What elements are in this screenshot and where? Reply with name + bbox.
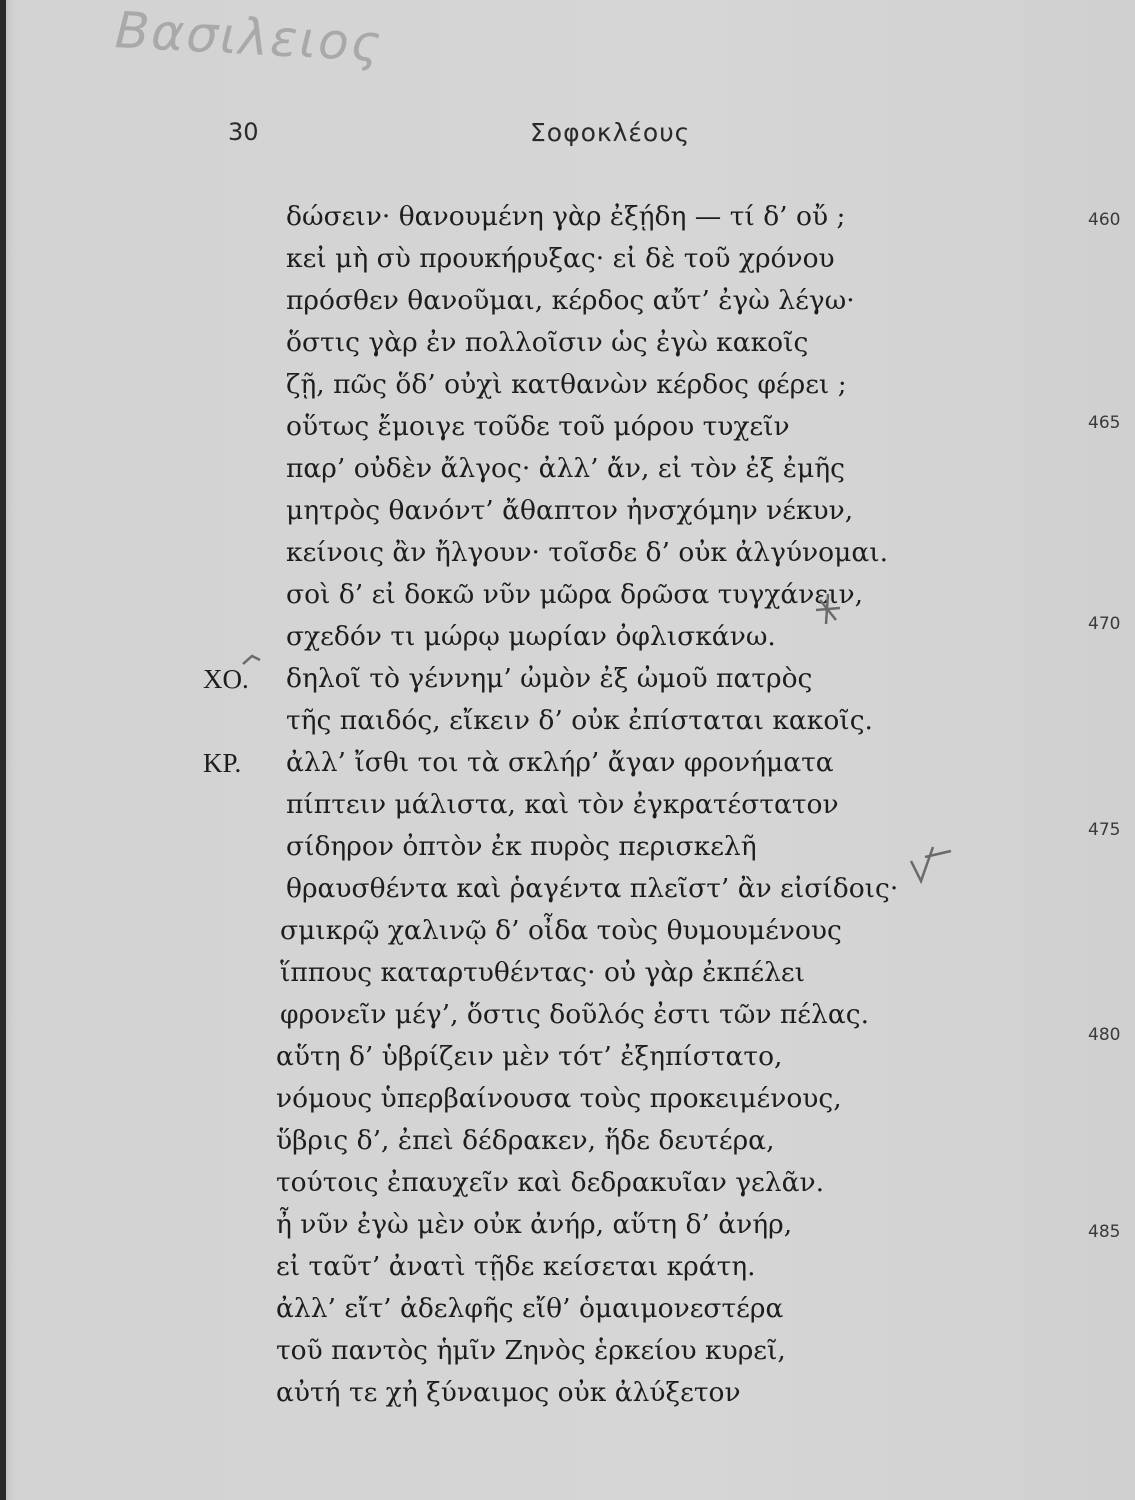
verse-line: αὐτή τε χἠ ξύναιμος οὐκ ἀλύξετον — [276, 1377, 741, 1408]
verse-line: σοὶ δ’ εἰ δοκῶ νῦν μῶρα δρῶσα τυγχάνειν, — [286, 579, 864, 610]
page-number: 30 — [228, 118, 259, 146]
line-number: 475 — [1088, 820, 1121, 840]
verse-line: ὕβρις δ’, ἐπεὶ δέδρακεν, ἥδε δευτέρα, — [276, 1125, 775, 1156]
verse-line: νόμους ὑπερβαίνουσα τοὺς προκειμένους, — [276, 1083, 842, 1114]
verse-line: δηλοῖ τὸ γέννημ’ ὠμὸν ἐξ ὠμοῦ πατρὸς — [286, 663, 813, 694]
line-number: 485 — [1088, 1222, 1121, 1242]
verse-line: σίδηρον ὀπτὸν ἐκ πυρὸς περισκελῆ — [286, 831, 757, 862]
verse-line: τοῦ παντὸς ἡμῖν Ζηνὸς ἑρκείου κυρεῖ, — [276, 1335, 786, 1366]
verse-line: τούτοις ἐπαυχεῖν καὶ δεδρακυῖαν γελᾶν. — [276, 1167, 825, 1198]
verse-line: ζῇ, πῶς ὅδ’ οὐχὶ κατθανὼν κέρδος φέρει ; — [286, 369, 847, 400]
verse-line: κείνοις ἂν ἤλγουν· τοῖσδε δ’ οὐκ ἀλγύνομαι. — [286, 537, 889, 568]
line-number: 460 — [1088, 210, 1121, 230]
book-spine-edge — [0, 0, 6, 1500]
pencil-mark-icon — [808, 590, 848, 630]
verse-line: κεἰ μὴ σὺ προυκήρυξας· εἰ δὲ τοῦ χρόνου — [286, 243, 835, 274]
verse-line: αὕτη δ’ ὑβρίζειν μὲν τότ’ ἐξηπίστατο, — [276, 1041, 783, 1072]
verse-line: ἵππους καταρτυθέντας· οὐ γὰρ ἐκπέλει — [280, 957, 806, 988]
speaker-label: ΚΡ. — [203, 748, 242, 778]
verse-line: ὅστις γὰρ ἐν πολλοῖσιν ὡς ἐγὼ κακοῖς — [286, 327, 809, 358]
handwritten-note: Βασιλειος — [113, 1, 384, 73]
verse-line: πρόσθεν θανοῦμαι, κέρδος αὔτ’ ἐγὼ λέγω· — [286, 285, 855, 316]
verse-line: φρονεῖν μέγ’, ὅστις δοῦλός ἐστι τῶν πέλας. — [280, 999, 869, 1030]
line-number: 480 — [1088, 1025, 1121, 1045]
verse-line: οὕτως ἔμοιγε τοῦδε τοῦ μόρου τυχεῖν — [286, 411, 790, 442]
verse-line: μητρὸς θανόντ’ ἄθαπτον ἠνσχόμην νέκυν, — [286, 495, 854, 526]
verse-line: θραυσθέντα καὶ ῥαγέντα πλεῖστ’ ἂν εἰσίδοις· — [286, 873, 899, 904]
pencil-checkmark-icon — [905, 835, 953, 887]
verse-line: ἀλλ’ εἴτ’ ἀδελφῆς εἴθ’ ὁμαιμονεστέρα — [276, 1293, 784, 1324]
pencil-mark-icon — [240, 650, 264, 674]
verse-line: πίπτειν μάλιστα, καὶ τὸν ἐγκρατέστατον — [286, 789, 839, 820]
line-number: 470 — [1088, 614, 1121, 634]
running-title: Σοφοκλέους — [530, 118, 691, 147]
verse-line: ἦ νῦν ἐγὼ μὲν οὐκ ἀνήρ, αὕτη δ’ ἀνήρ, — [276, 1209, 793, 1240]
verse-line: δώσειν· θανουμένη γὰρ ἐξῄδη — τί δ’ οὔ ; — [286, 201, 846, 232]
verse-line: εἰ ταῦτ’ ἀνατὶ τῇδε κείσεται κράτη. — [276, 1251, 756, 1282]
verse-line: ἀλλ’ ἴσθι τοι τὰ σκλήρ’ ἄγαν φρονήματα — [286, 747, 834, 778]
line-number: 465 — [1088, 413, 1121, 433]
verse-line: σμικρῷ χαλινῷ δ’ οἶδα τοὺς θυμουμένους — [280, 915, 842, 946]
verse-line: σχεδόν τι μώρῳ μωρίαν ὀφλισκάνω. — [286, 621, 776, 652]
verse-line: τῆς παιδός, εἴκειν δ’ οὐκ ἐπίσταται κακοῖς. — [286, 705, 873, 736]
verse-line: παρ’ οὐδὲν ἄλγος· ἀλλ’ ἄν, εἰ τὸν ἐξ ἐμῆς — [286, 453, 845, 484]
speaker-label: ΧΟ. — [203, 664, 249, 694]
